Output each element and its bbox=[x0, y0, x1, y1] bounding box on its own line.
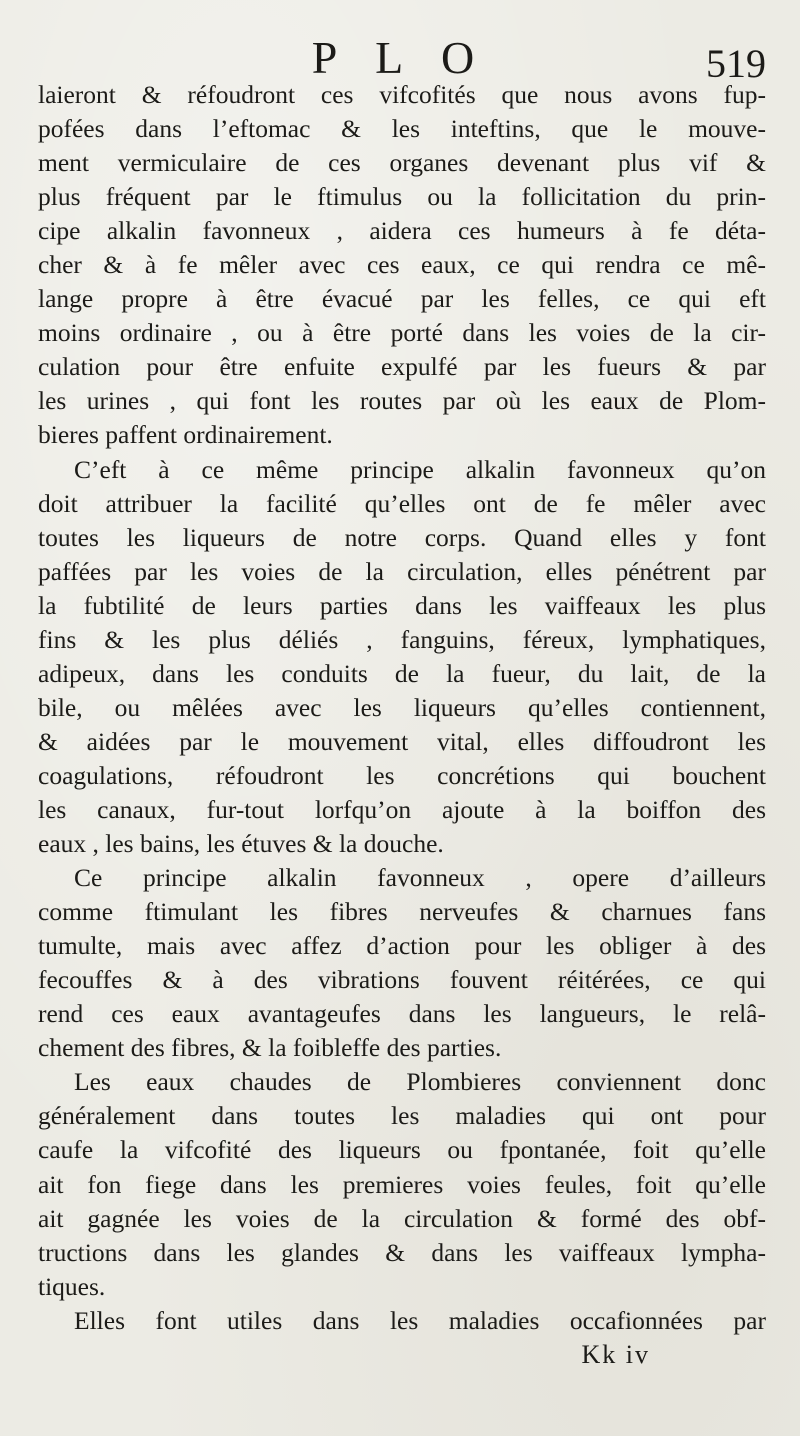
text-line: & aidées par le mouvement vital, elles diffoudront les bbox=[38, 726, 766, 756]
text-line: pofées dans l’eftomac & les inteftins, que le mouve- bbox=[38, 114, 766, 144]
text-line: Ce principe alkalin favonneux , opere d’ailleurs bbox=[74, 863, 766, 893]
text-line: tiques. bbox=[38, 1271, 106, 1301]
text-line: laieront & réfoudront ces vifcofités que nous avons fup- bbox=[38, 80, 766, 109]
text-line: eaux , les bains, les étuves & la douche. bbox=[38, 829, 444, 859]
text-line: ait fon fiege dans les premieres voies feules, foit qu’elle bbox=[38, 1169, 766, 1199]
text-line: comme ftimulant les fibres nerveufes & charnues fans bbox=[38, 897, 766, 927]
text-line: C’eft à ce même principe alkalin favonneux qu’on bbox=[74, 454, 766, 484]
text-line: Les eaux chaudes de Plombieres conviennent donc bbox=[74, 1067, 766, 1097]
text-line: cher & à fe mêler avec ces eaux, ce qui rendra ce mê- bbox=[38, 250, 766, 280]
text-line: ait gagnée les voies de la circulation & formé des obf- bbox=[38, 1203, 766, 1233]
text-line: plus fréquent par le ftimulus ou la follicitation du prin- bbox=[38, 182, 766, 212]
text-line: généralement dans toutes les maladies qui ont pour bbox=[38, 1101, 766, 1131]
text-line: paffées par les voies de la circulation, elles pénétrent par bbox=[38, 556, 766, 586]
text-line: bile, ou mêlées avec les liqueurs qu’elles contiennent, bbox=[38, 692, 766, 722]
text-line: fins & les plus déliés , fanguins, féreux, lymphatiques, bbox=[38, 624, 766, 654]
text-line: cipe alkalin favonneux , aidera ces humeurs à fe déta- bbox=[38, 216, 766, 246]
text-line: Elles font utiles dans les maladies occafionnées par bbox=[74, 1305, 766, 1335]
text-line: la fubtilité de leurs parties dans les vaiffeaux les plus bbox=[38, 590, 766, 620]
text-line: chement des fibres, & la foibleffe des parties. bbox=[38, 1033, 502, 1063]
text-line: adipeux, dans les conduits de la fueur, du lait, de la bbox=[38, 658, 766, 688]
page-number: 519 bbox=[706, 41, 766, 86]
text-line: lange propre à être évacué par les felles, ce qui eft bbox=[38, 284, 766, 314]
text-line: fecouffes & à des vibrations fouvent réitérées, ce qui bbox=[38, 965, 766, 995]
text-line: tructions dans les glandes & dans les vaiffeaux lympha- bbox=[38, 1237, 766, 1267]
text-line: culation pour être enfuite expulfé par les fueurs & par bbox=[38, 352, 766, 382]
text-line: toutes les liqueurs de notre corps. Quand elles y font bbox=[38, 522, 766, 552]
running-head bbox=[0, 28, 800, 84]
text-line: ment vermiculaire de ces organes devenant plus vif & bbox=[38, 148, 766, 178]
signature-mark: Kk iv bbox=[581, 1340, 650, 1369]
text-line: doit attribuer la facilité qu’elles ont de fe mêler avec bbox=[38, 488, 766, 518]
text-line: caufe la vifcofité des liqueurs ou fpontanée, foit qu’elle bbox=[38, 1135, 766, 1165]
text-line: coagulations, réfoudront les concrétions qui bouchent bbox=[38, 760, 766, 790]
text-line: rend ces eaux avantageufes dans les langueurs, le relâ- bbox=[38, 999, 766, 1029]
text-line: bieres paffent ordinairement. bbox=[38, 420, 333, 450]
text-line: moins ordinaire , ou à être porté dans les voies de la cir- bbox=[38, 318, 766, 348]
body-text bbox=[38, 78, 766, 1338]
text-line: les urines , qui font les routes par où les eaux de Plom- bbox=[38, 386, 766, 416]
text-line: tumulte, mais avec affez d’action pour les obliger à des bbox=[38, 931, 766, 961]
text-line: les canaux, fur-tout lorfqu’on ajoute à la boiffon des bbox=[38, 794, 766, 824]
running-title: P L O bbox=[311, 32, 489, 83]
